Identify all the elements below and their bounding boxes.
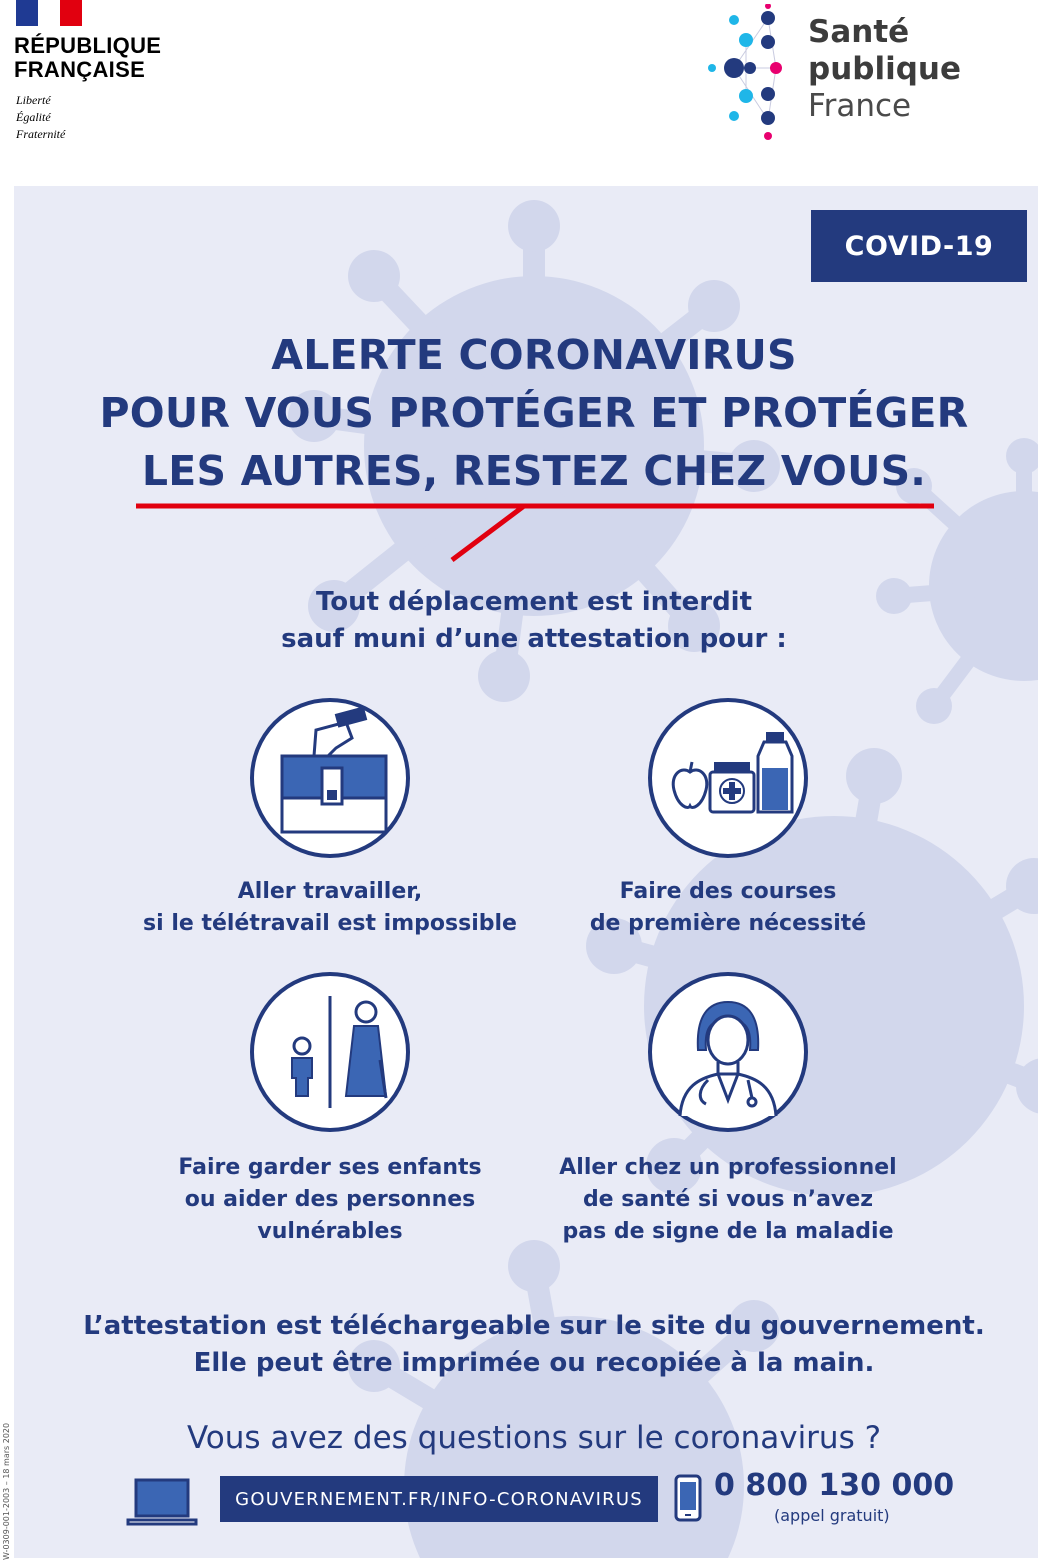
child-elderly-icon-circle (250, 972, 410, 1132)
child-elderly-icon (254, 976, 406, 1128)
phone-number[interactable]: 0 800 130 000 (714, 1468, 955, 1503)
note-line1: L’attestation est téléchargeable sur le site du gouvernement. (83, 1311, 985, 1341)
sante-publique-france-wordmark (808, 14, 961, 125)
motto-fraternite: Fraternité (16, 127, 66, 141)
caption-work (120, 876, 540, 940)
briefcase-icon (254, 702, 406, 854)
caption-children-line3: vulnérables (257, 1219, 403, 1244)
rf-name-line2: FRANÇAISE (14, 57, 146, 82)
caption-doctor (518, 1152, 938, 1248)
caption-work-line1: Aller travailler, (237, 879, 423, 904)
caption-work-line2: si le télétravail est impossible (143, 911, 517, 936)
covid-19-tag: COVID-19 (811, 210, 1027, 282)
attestation-note (14, 1308, 1038, 1382)
headline-line2: POUR VOUS PROTÉGER ET PROTÉGER (99, 389, 969, 437)
note-line2: Elle peut être imprimée ou recopiée à la main. (193, 1348, 875, 1378)
document-reference (2, 1420, 14, 1560)
groceries-icon-circle (648, 698, 808, 858)
caption-groceries-line2: de première nécessité (589, 911, 867, 936)
briefcase-icon-circle (250, 698, 410, 858)
poster-panel (14, 186, 1038, 1558)
phone-note: (appel gratuit) (774, 1506, 890, 1525)
rf-name-line1: RÉPUBLIQUE (14, 33, 162, 58)
caption-children (120, 1152, 540, 1248)
caption-groceries (518, 876, 938, 940)
caption-doctor-line3: pas de signe de la maladie (562, 1219, 894, 1244)
caption-doctor-line1: Aller chez un professionnel (559, 1155, 897, 1180)
spf-line2: publique (808, 51, 961, 87)
caption-children-line1: Faire garder ses enfants (178, 1155, 482, 1180)
reference-text: W-0309-001-2003 – 18 mars 2020 (2, 1422, 11, 1560)
republique-francaise-flag-logo (16, 0, 82, 26)
subtitle-line1: Tout déplacement est interdit (315, 587, 753, 617)
caption-doctor-line2: de santé si vous n’avez (582, 1187, 874, 1212)
headline-line1: ALERTE CORONAVIRUS (271, 331, 797, 379)
spf-line1: Santé (808, 14, 910, 50)
headline-line3: LES AUTRES, RESTEZ CHEZ VOUS. (141, 447, 927, 495)
movement-restriction-text (14, 584, 1038, 658)
questions-heading: Vous avez des questions sur le coronavirus ? (186, 1420, 882, 1456)
caption-children-line2: ou aider des personnes (184, 1187, 476, 1212)
laptop-icon (126, 1476, 198, 1528)
motto-liberte: Liberté (16, 93, 51, 107)
republique-francaise-name (14, 34, 161, 82)
spf-line3: France (808, 88, 912, 124)
info-coronavirus-link[interactable]: GOUVERNEMENT.FR/INFO-CORONAVIRUS (220, 1476, 658, 1522)
republique-motto (16, 92, 65, 143)
headline (14, 326, 1038, 500)
doctor-icon-circle (648, 972, 808, 1132)
speech-bubble-underline (134, 498, 934, 568)
caption-groceries-line1: Faire des courses (619, 879, 837, 904)
sante-publique-france-dots-logo (706, 4, 788, 140)
phone-icon (674, 1474, 702, 1522)
doctor-icon (652, 976, 804, 1128)
groceries-icon (652, 702, 804, 854)
motto-egalite: Égalité (16, 110, 51, 124)
subtitle-line2: sauf muni d’une attestation pour : (281, 624, 787, 654)
